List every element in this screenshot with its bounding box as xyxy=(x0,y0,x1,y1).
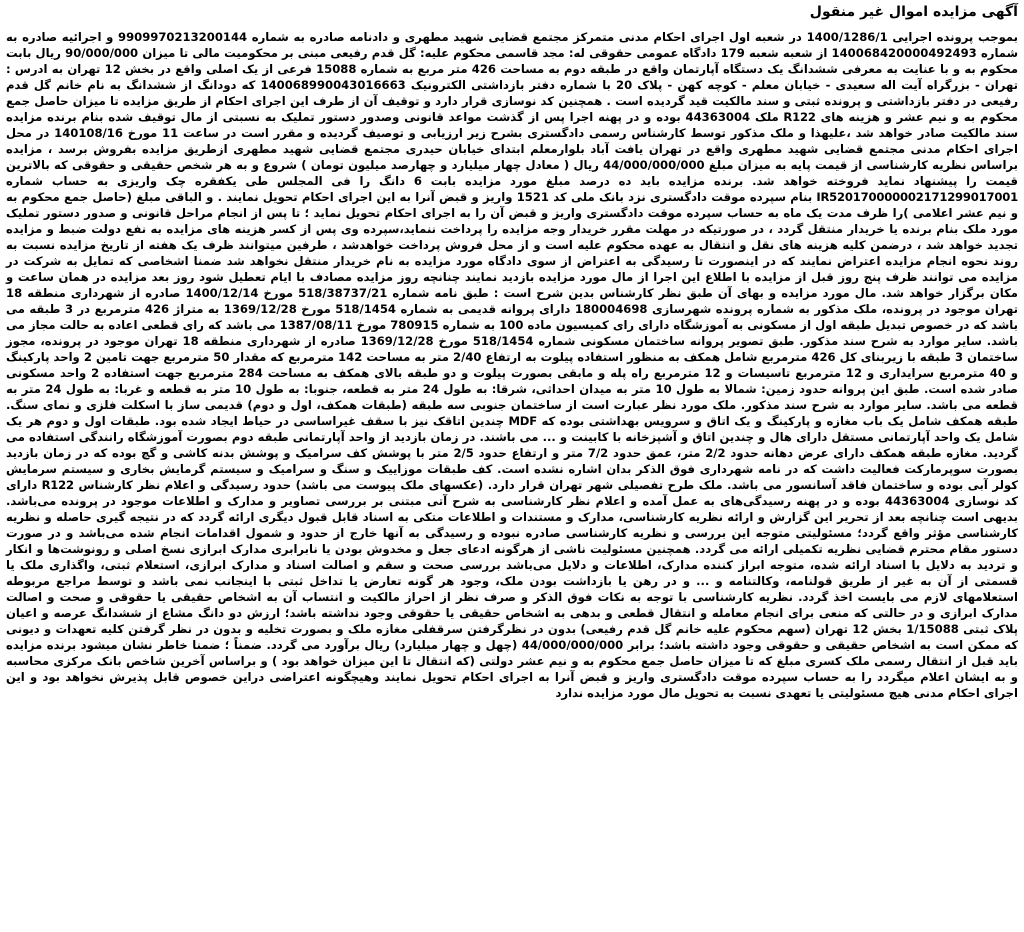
notice-body: بموجب پرونده اجرایی 1400/1286/1 در شعبه اول اجرای احکام مدنی متمرکز مجتمع قضایی شهید مطهری و دادنامه صادره به شماره 9909970213200144 و اجرائیه صادره به شماره 140068420000492493 از شعبه شعبه 179 دادگاه عمومی حقوقی له: مجد قاسمی محکوم علیه: گل قدم رفیعی مبنی بر محکومیت مالی تا میزان 90/000/000 ریال بابت محکوم به و با عنایت به معرفی ششدانگ یک دستگاه آپارتمان واقع در طبقه دوم به مساحت 426 متر مربع به شماره 15088 فرعی از یک اصلی واقع در بخش 12 تهران به ادرس : تهران - بزرگراه آیت اله سعیدی - خیابان معلم - کوچه کهن - پلاک 20 با شماره دفتر بازداشتی الکترونیک 140068990043016663 که دودانگ از ششدانگ به نام خانم گل قدم رفیعی در دفتر بازداشتی و پرونده ثبتی و سند مالکیت قید گردیده است . همچنین کد نوسازی قرار دارد و توقیف آن از طرف این اجرای احکام از طریق مزایده تا میزان حاصل جمع محکوم به و نیم عشر و هزینه های R122 ملک 44363004 بوده و در پهنه اجرا پس از گذشت مواعد قانونی وصدور دستور تملیک به نسبتی از مال توقیف شده بنام برنده مزایده سند مالکیت صادر خواهد شد ،علیهذا و ملک مذکور توسط کارشناس رسمی دادگستری بشرح زیر ارزیابی و توصیف گردیده و مقرر است در ساعت 11 مورخ 140108/16 در محل اجرای احکام مدنی مجتمع قضایی شهید مطهری واقع در تهران یافت آباد بلوارمعلم ابتدای خیابان حیدری مجتمع قضایی شهید مطهری ازطریق مزایده بفروش برسد ، مزایده براساس نظریه کارشناسی از قیمت پایه به میزان مبلغ 44/000/000/000 ریال ( معادل چهار میلیارد و چهارصد میلیون تومان ) شروع و به هر شخص حقیقی و حقوقی که بالاترین قیمت را پیشنهاد نماید فروخته خواهد شد. برنده مزایده باید ده درصد مبلغ مورد مزایده بابت 6 دانگ را فی المجلس طی یکفقره چک واریزی به حساب شماره IR520170000002171299017001 بنام سپرده موقت دادگستری نزد بانک ملی کد 1521 واریز و قبض آنرا به این اجرای احکام تحویل نمایند . و الباقی مبلغ (حاصل جمع محکوم به و نیم عشر اعلامی )را ظرف مدت یک ماه به حساب سپرده موقت دادگستری واریز و قبض آن را به اجرای احکام تحویل نماید ؛ تا پس از انجام مراحل قانونی و صدور دستور تملیک مورد ملک بنام برنده یا خریدار منتقل گردد ، در صورتیکه در مهلت مقرر خریدار وجه مزایده را پرداخت ننماید،سپرده وی پس از کسر هزینه های مزایده به نفع دولت ضبط و مزایده تجدید خواهد شد ، درضمن کلیه هزینه های نقل و انتقال به عهده محکوم علیه است و از محل فروش پرداخت خواهدشد ، طرفین میتوانند ظرف یک هفته از تاریخ مزایده نسبت به روند نحوه انجام مزایده اعتراض نمایند که در اینصورت تا رسیدگی به اعتراض از سوی دادگاه مورد مزایده به نام خریدار منتقل نخواهد شد ضمنا اشخاصی که تمایل به شرکت در مزایده می توانند ظرف پنج روز قبل از مزایده با اطلاع این اجرا از مال مورد مزایده بازدید نمایند چنانچه روز مزایده مصادف با ایام تعطیل شود روز بعد مزایده در همان ساعت و مکان برگزار خواهد شد. مال مورد مزایده و بهای آن طبق نظر کارشناس بدین شرح است : طبق نامه شماره 518/38737/21 مورخ 1400/12/14 صادره از شهرداری منطقه 18 تهران موجود در پرونده، ملک مذکور به شماره پرونده شهرسازی 180004698 دارای پروانه قدیمی به شماره 518/1454 مورخ 1369/12/28 به متراژ 426 مترمربع در 3 طبقه می باشد که در خصوص تبدیل طبقه اول از مسکونی به آموزشگاه دارای رای کمیسیون ماده 100 به شماره 780915 مورخ 1387/08/11 می باشد که رای قطعی اعاده به حالت مجاز می باشد. سایر موارد به شرح سند مذکور. طبق تصویر پروانه ساختمان مسکونی شماره 518/1454 مورخ 1369/12/28 صادره از شهرداری منطقه 18 تهران موجود در پرونده، مجوز ساختمان 3 طبقه با زیربنای کل 426 مترمربع شامل همکف به منظور استفاده پیلوت به ارتفاع 2/40 متر به مساحت 142 مترمربع که مقدار 50 مترمربع جهت تامین 2 واحد پارکینگ و 40 مترمربع سرایداری و 12 مترمربع تاسیسات و 12 مترمربع راه پله و مابقی بصورت پیلوت و دو طبقه بالای همکف به مساحت 284 مترمربع جهت استفاده 2 واحد مسکونی صادر شده است. طبق این پروانه حدود زمین: شمالا به طول 10 متر به میدان احداثی، شرقا: به طول 24 متر به قطعه، جنوبا: به طول 10 متر به قطعه و غربا: به طول 24 متر به قطعه می باشد. سایر موارد به شرح سند مذکور. ملک مورد نظر عبارت است از ساختمان جنوبی سه طبقه (طبقات همکف، اول و دوم) قدیمی ساز با اسکلت فلزی و نمای سنگ. طبقه همکف شامل یک باب مغازه و پارکینگ و یک اتاق و سرویس بهداشتی بوده که MDF چندین اتاقک نیز با سقف غیراساسی در حیاط ایجاد شده بود. طبقات اول و دوم هر یک شامل یک واحد آپارتمانی مستقل دارای هال و چندین اتاق و آشپزخانه با کابینت و ... می باشند. در زمان بازدید از واحد آپارتمانی طبقه دوم بصورت آموزشگاه رانندگی استفاده می گردید. مغازه طبقه همکف دارای عرض دهانه حدود 2/2 متر، عمق حدود 7/2 متر و ارتفاع حدود 2/5 متر با پوشش کف سرامیک و پوشش بدنه کاشی و گچ بوده که در زمان بازدید بصورت سوپرمارکت فعالیت داشت که در نامه شهرداری فوق الذکر بدان اشاره نشده است. کف طبقات موزاییک و سنگ و سرامیک و سیستم گرمایش بخاری و سیستم سرمایش کولر آبی بوده و ساختمان فاقد آسانسور می باشد. ملک طرح تفصیلی شهر تهران قرار دارد. (عکسهای ملک پیوست می باشد) حدود رسیدگی و اعلام نظر کارشناس R122 دارای کد نوسازی 44363004 بوده و در پهنه رسیدگی‌های به عمل آمده و اعلام نظر کارشناسی به شرح آتی مبتنی بر بررسی تصاویر و مدارک و اطلاعات موجود در پرونده می‌باشد. بدیهی است چنانچه بعد از تحریر این گزارش و ارائه نظریه کارشناسی، مدارک و مستندات و اطلاعات متکی به اسناد قابل قبول دیگری ارائه گردد که در نتیجه گیری حاصله و نظریه کارشناسی مؤثر واقع گردد؛ مسئولیتی متوجه این بررسی و نظریه کارشناسی صادره نبوده و رسیدگی به آنها خارج از حدود و شمول اقدامات انجام شده می‌باشد و در صورت دستور مقام محترم قضایی نظریه تکمیلی ارائه می گردد. همچنین مسئولیت ناشی از هرگونه ادعای جعل و مخدوش بودن یا نابرابری مدارک ابرازی نسخ اصلی و رونوشت‌ها و انکار و تردید به دلایل با اسناد ارائه شده، متوجه ابراز کننده مدارک، اطلاعات و دلایل می‌باشد بررسی صحت و سقم و اصالت اسناد و مدارک ابرازی، استعلام ثبتی، واگذاری ملک یا قسمتی از آن به غیر از طریق قولنامه، وکالتنامه و ... و در رهن یا بازداشت بودن ملک، وجود هر گونه تعارض یا تداخل ثبتی با اینجانب نمی باشد و توسط مراجع مربوطه استعلامهای لازم می بایست اخذ گردد. نظریه کارشناسی با توجه به نکات فوق الذکر و صرف نظر از احراز مالکیت و انتساب آن به اشخاص حقیقی یا حقوقی و صحت و اصالت مدارک ابرازی و در حالتی که منعی برای انجام معامله و انتقال قطعی و بدهی به اشخاص حقیقی یا حقوقی وجود نداشته باشد؛ ارزش دو دانگ مشاع از ششدانگ عرصه و اعیان پلاک ثبتی 1/15088 بخش 12 تهران (سهم محکوم علیه خانم گل قدم رفیعی) بدون در نظرگرفتن سرقفلی مغازه ملک و بصورت تخلیه و بدون در نظر گرفتن کلیه تعهدات و دیونی که ممکن است به اشخاص حقیقی و حقوقی وجود داشته باشد؛ برابر 44/000/000/000 (چهل و چهار میلیارد) ریال برآورد می گردد. ضمناً ؛ ضمنا خاطر نشان میشود برنده مزایده باید قبل از انتقال رسمی ملک کسری مبلغ که تا میزان حاصل جمع محکوم به و نیم عشر دولتی (که انتقال تا این میزان خواهد بود ) و براساس آخرین شاخص بانک مرکزی محاسبه و به ایشان اعلام میگردد را به حساب سپرده موقت دادگستری واریز و قبض آنرا به اجرای احکام تحویل نمایند وهیچگونه اعتراضی دراین خصوص قابل پذیرش نخواهد بود و این اجرای احکام مدنی هیچ مسئولیتی یا تعهدی نسبت به تحویل مال مورد مزایده ندارد xyxy=(6,30,1019,700)
notice-title: آگهی مزایده اموال غیر منقول xyxy=(809,4,1018,20)
